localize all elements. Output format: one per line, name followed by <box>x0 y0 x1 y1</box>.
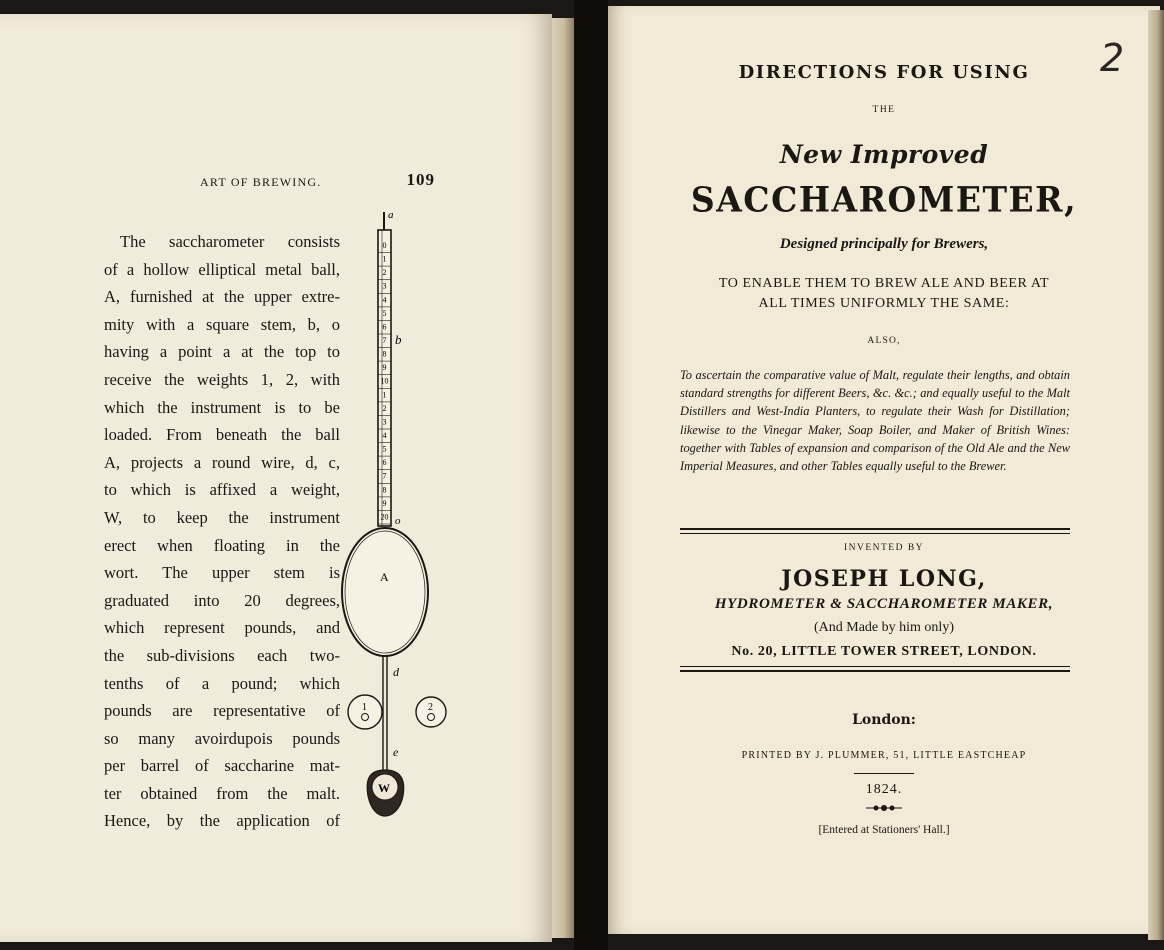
enable-statement <box>608 274 1160 314</box>
left-page <box>0 14 552 942</box>
double-rule-bottom-thin <box>680 666 1070 667</box>
body-line: which the instrument is to be <box>104 397 340 417</box>
entered-note: [Entered at Stationers' Hall.] <box>818 824 950 836</box>
double-rule-top-thin <box>680 533 1070 534</box>
made-by-note: (And Made by him only) <box>814 620 954 635</box>
scale-numeral: 3 <box>382 417 387 427</box>
body-line: A, furnished at the upper extre- <box>104 287 340 307</box>
body-line: to which is affixed a weight, <box>104 480 340 500</box>
handwritten-page-mark: 2 <box>1100 36 1125 80</box>
scale-numeral: 20 <box>380 512 389 522</box>
label-o: o <box>395 515 401 527</box>
page-number: 109 <box>406 170 435 189</box>
running-head <box>200 170 435 190</box>
scale-numeral: 4 <box>382 295 387 305</box>
label-a: a <box>388 209 394 221</box>
imprint-city: London: <box>852 712 916 728</box>
body-line: the sub-divisions each two- <box>104 645 340 665</box>
scale-numeral: 8 <box>382 485 387 495</box>
body-line: W, to keep the instrument <box>104 507 340 527</box>
body-line: erect when floating in the <box>104 535 340 555</box>
ornament-divider <box>608 802 1160 817</box>
new-improved-heading: New Improved <box>779 140 989 169</box>
also-label: ALSO, <box>867 336 901 346</box>
book-gutter <box>574 0 608 950</box>
body-line: having a point a at the top to <box>104 342 340 362</box>
title-article: THE <box>872 105 896 115</box>
scale-numeral: 8 <box>382 349 387 359</box>
scale-numeral: 5 <box>382 444 387 454</box>
scale-numeral: 1 <box>382 254 387 264</box>
scale-numeral: 7 <box>382 336 387 345</box>
inventor-trade: HYDROMETER & SACCHAROMETER MAKER, <box>714 596 1054 612</box>
scale-numeral: 6 <box>382 458 387 468</box>
scale-numeral: 5 <box>382 308 387 318</box>
label-b: b <box>395 332 402 347</box>
designed-subtitle: Designed principally for Brewers, <box>779 236 989 252</box>
double-rule-top <box>680 528 1070 530</box>
running-head-title: ART OF BREWING. <box>200 175 322 189</box>
main-title: SACCHAROMETER, <box>690 179 1078 220</box>
weight-2-icon <box>416 697 446 727</box>
saccharometer-illustration <box>338 204 448 834</box>
body-line: tenths of a pound; which <box>104 673 340 693</box>
body-line: ter obtained from the malt. <box>104 783 340 803</box>
scale-numeral: 9 <box>382 363 387 373</box>
scale-numeral: 0 <box>382 241 387 250</box>
scale-numeral: 2 <box>382 268 387 278</box>
inventor-address: No. 20, LITTLE TOWER STREET, LONDON. <box>731 644 1037 659</box>
body-line: which represent pounds, and <box>104 618 340 638</box>
body-line: so many avoirdupois pounds <box>104 728 340 748</box>
weight-2-label: 2 <box>428 702 433 713</box>
purpose-paragraph: To ascertain the comparative value of Malt, regulate their lengths, and obtain standard strengths for different Beers, &c. &c.; and equally useful to the Malt Distillers and West-India Planters, to regulate their Wash for Distillation; likewise to the Vinegar Maker, Soap Boiler, and Maker of British Wines: together with Tables of expansion and comparison of the Old Ale and the New Imperial Measures, and other Tables equally useful to the Brewer. <box>680 368 1070 474</box>
body-line: pounds are representative of <box>104 701 340 721</box>
body-text <box>104 228 340 835</box>
scale-numeral: 9 <box>382 498 387 508</box>
body-line: receive the weights 1, 2, with <box>104 369 340 389</box>
weight-1-label: 1 <box>362 702 367 713</box>
scale-numeral: 2 <box>382 403 387 413</box>
body-line: loaded. From beneath the ball <box>104 425 340 445</box>
body-line: The saccharometer consists <box>120 232 340 251</box>
body-line: graduated into 20 degrees, <box>104 590 340 610</box>
short-rule <box>854 773 914 774</box>
scale-numeral: 10 <box>380 376 389 386</box>
body-line: per barrel of saccharine mat- <box>104 756 340 776</box>
label-d: d <box>393 665 399 679</box>
invented-by-label: INVENTED BY <box>843 543 925 553</box>
label-e: e <box>393 745 399 759</box>
scale-numeral: 6 <box>382 322 387 332</box>
inventor-name: JOSEPH LONG, <box>781 566 987 592</box>
label-W: W <box>378 781 390 795</box>
right-page-fore-edge <box>1148 10 1164 940</box>
printer-line: PRINTED BY J. PLUMMER, 51, LITTLE EASTCHEAP <box>741 750 1027 761</box>
label-A: A <box>380 570 389 584</box>
body-line: mity with a square stem, b, o <box>104 314 340 334</box>
enable-line-1: TO ENABLE THEM TO BREW ALE AND BEER AT <box>718 276 1050 291</box>
body-line: A, projects a round wire, d, c, <box>104 452 340 472</box>
scale-numeral: 3 <box>382 281 387 291</box>
title-line: DIRECTIONS FOR USING <box>738 62 1030 83</box>
weight-1-icon <box>348 695 382 729</box>
body-line: Hence, by the application of <box>104 811 340 831</box>
body-line: of a hollow elliptical metal ball, <box>104 259 340 279</box>
ornament-icon <box>864 802 904 814</box>
scale-numeral: 7 <box>382 471 387 481</box>
scale-numeral: 1 <box>382 390 387 400</box>
title-page <box>608 6 1160 934</box>
double-rule-bottom <box>680 670 1070 672</box>
enable-line-2: ALL TIMES UNIFORMLY THE SAME: <box>758 296 1010 311</box>
publication-year: 1824. <box>865 782 903 797</box>
scale-numeral: 4 <box>382 431 387 440</box>
body-line: wort. The upper stem is <box>104 563 340 583</box>
